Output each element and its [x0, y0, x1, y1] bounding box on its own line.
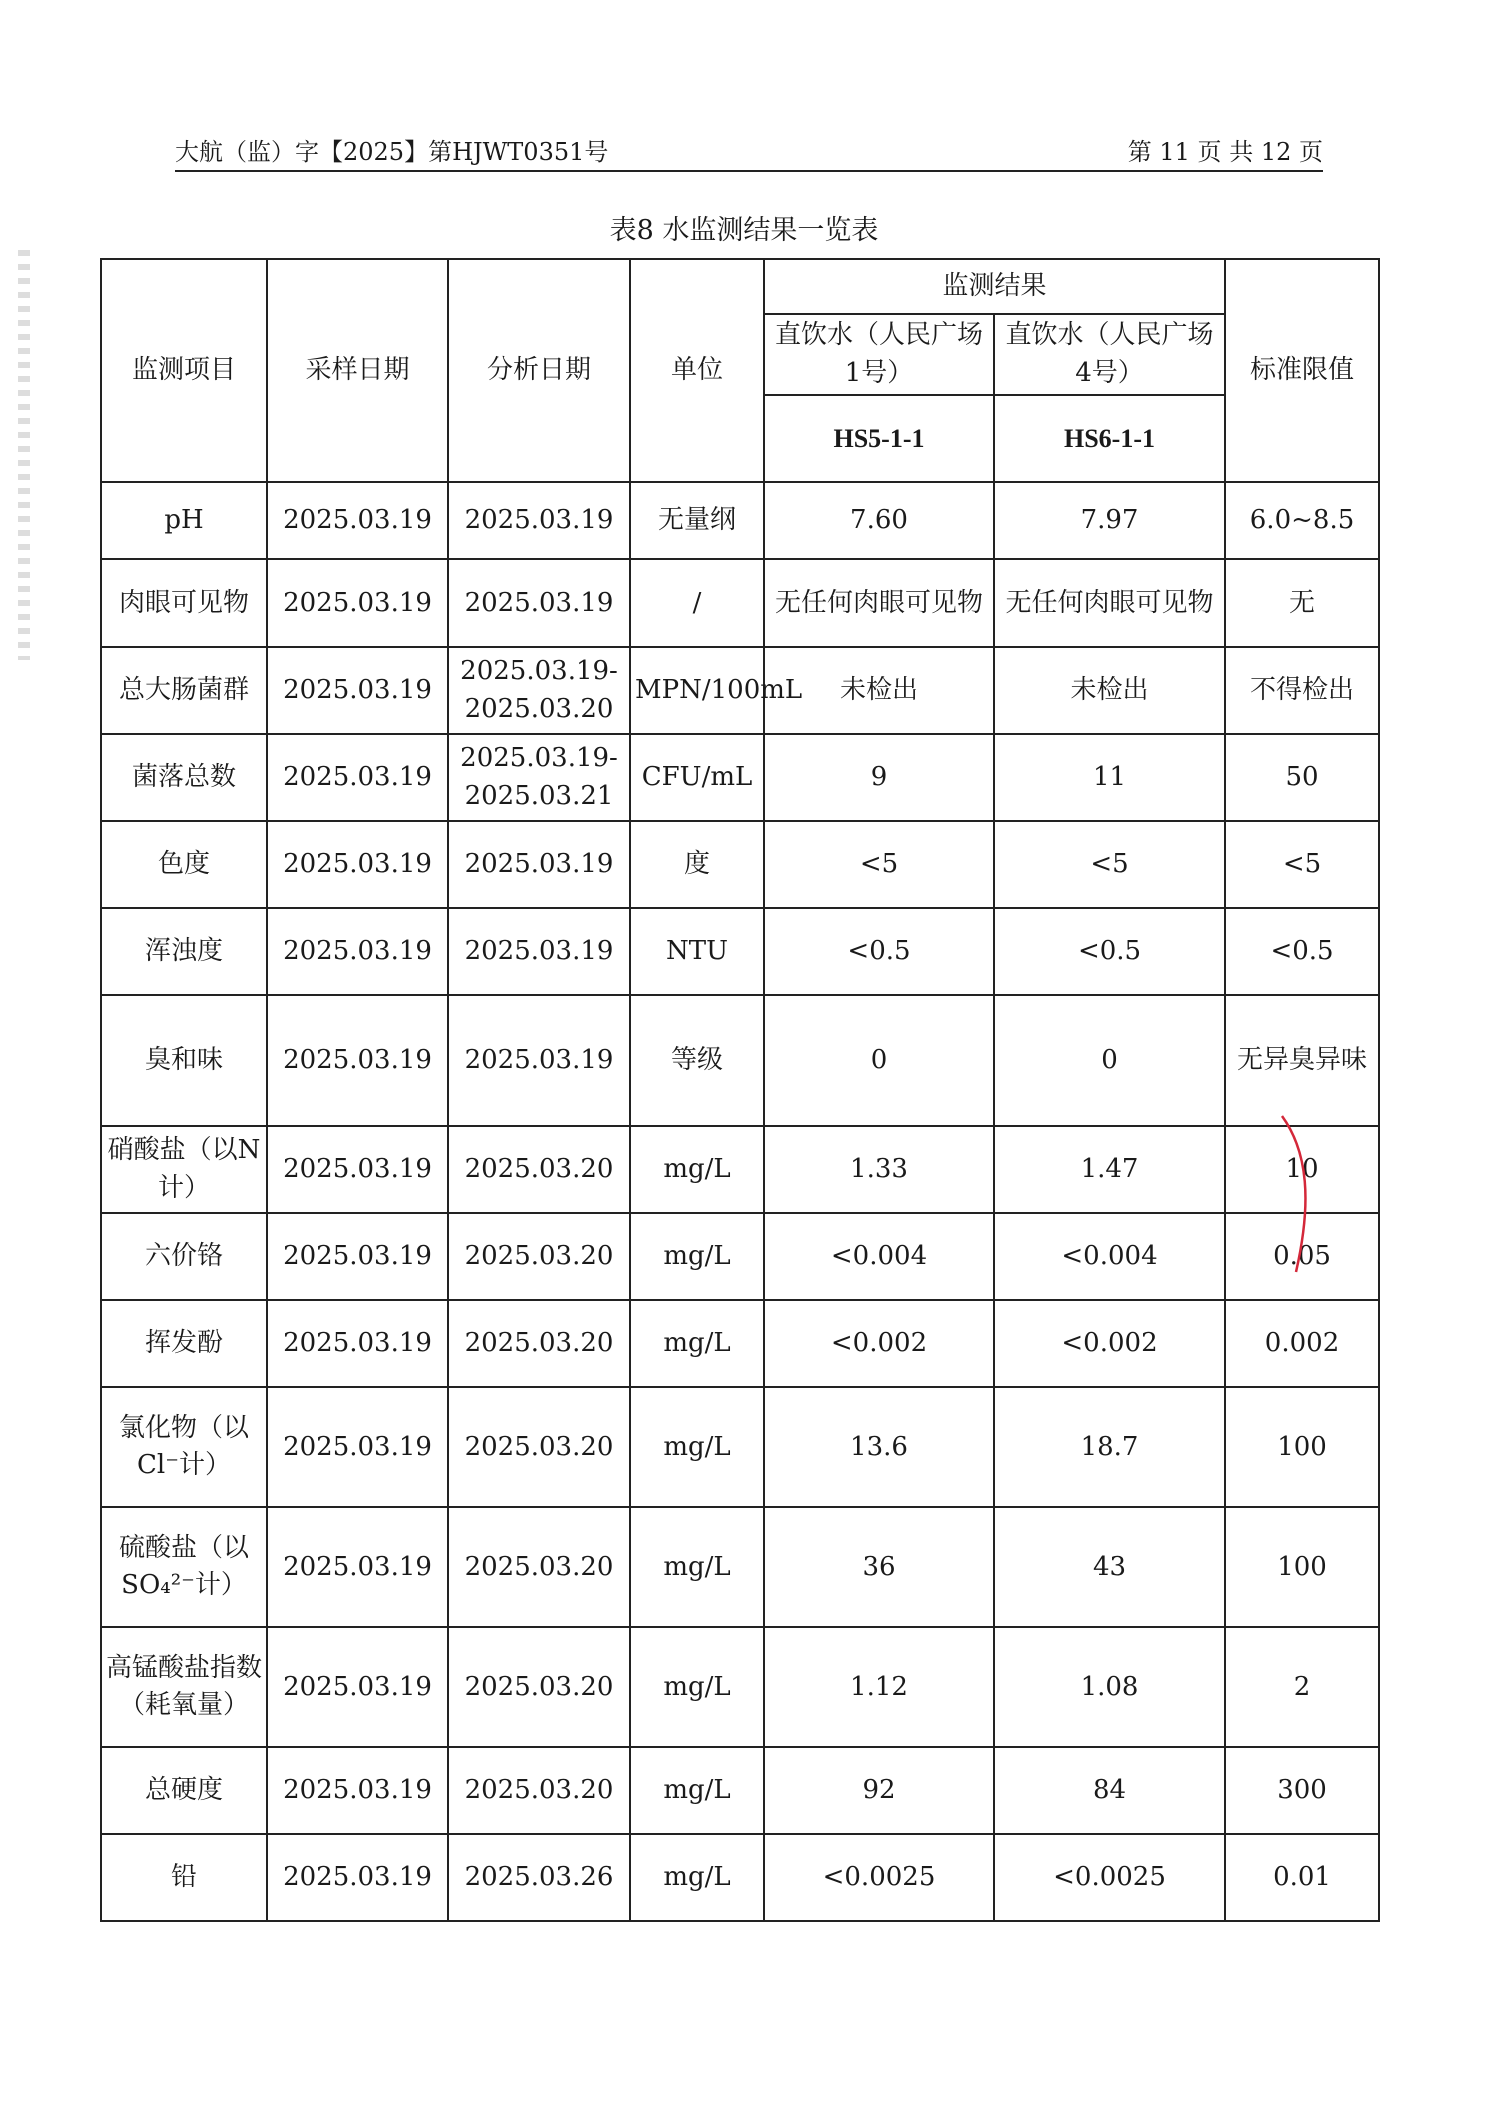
- cell-item: 挥发酚: [101, 1300, 267, 1387]
- header-analysis-date: 分析日期: [448, 259, 630, 482]
- cell-item: 菌落总数: [101, 734, 267, 821]
- table-row: [101, 482, 1379, 559]
- cell-unit: NTU: [630, 908, 764, 995]
- cell-standard-limit: 50: [1225, 734, 1379, 821]
- cell-result-site-2: 11: [994, 734, 1225, 821]
- cell-unit: CFU/mL: [630, 734, 764, 821]
- table-row: [101, 1834, 1379, 1921]
- cell-analysis-date: 2025.03.19: [448, 821, 630, 908]
- cell-standard-limit: 6.0~8.5: [1225, 482, 1379, 559]
- cell-item: 色度: [101, 821, 267, 908]
- cell-unit: mg/L: [630, 1300, 764, 1387]
- cell-standard-limit: 不得检出: [1225, 647, 1379, 734]
- cell-item: pH: [101, 482, 267, 559]
- cell-analysis-date: 2025.03.20: [448, 1126, 630, 1213]
- cell-result-site-1: 0: [764, 995, 994, 1126]
- table-row: [101, 1213, 1379, 1300]
- cell-result-site-2: 0: [994, 995, 1225, 1126]
- cell-standard-limit: 无: [1225, 559, 1379, 647]
- results-table-container: [100, 258, 1378, 1922]
- cell-sample-date: 2025.03.19: [267, 1213, 448, 1300]
- cell-analysis-date: 2025.03.20: [448, 1213, 630, 1300]
- cell-result-site-1: <0.002: [764, 1300, 994, 1387]
- cell-result-site-2: <5: [994, 821, 1225, 908]
- cell-analysis-date: 2025.03.20: [448, 1387, 630, 1507]
- cell-result-site-2: <0.004: [994, 1213, 1225, 1300]
- cell-sample-date: 2025.03.19: [267, 559, 448, 647]
- header-site-1: 直饮水（人民广场1号）: [764, 314, 994, 395]
- table-row: [101, 908, 1379, 995]
- cell-unit: 度: [630, 821, 764, 908]
- cell-sample-date: 2025.03.19: [267, 1126, 448, 1213]
- cell-item: 臭和味: [101, 995, 267, 1126]
- document-number: 大航（监）字【2025】第HJWT0351号: [175, 138, 609, 166]
- table-row: [101, 1507, 1379, 1627]
- cell-sample-date: 2025.03.19: [267, 734, 448, 821]
- table-row: [101, 734, 1379, 821]
- header-item: 监测项目: [101, 259, 267, 482]
- scan-binding-mark: [18, 250, 30, 660]
- header-results: 监测结果: [764, 259, 1225, 314]
- cell-standard-limit: 300: [1225, 1747, 1379, 1834]
- cell-result-site-2: 84: [994, 1747, 1225, 1834]
- header-sample-code-2: HS6-1-1: [994, 395, 1225, 482]
- table-row: [101, 995, 1379, 1126]
- cell-item: 总大肠菌群: [101, 647, 267, 734]
- table-row: [101, 1300, 1379, 1387]
- cell-result-site-2: 43: [994, 1507, 1225, 1627]
- cell-result-site-1: 36: [764, 1507, 994, 1627]
- table-row: [101, 647, 1379, 734]
- cell-analysis-date: 2025.03.20: [448, 1300, 630, 1387]
- cell-result-site-1: 9: [764, 734, 994, 821]
- table-row: [101, 1126, 1379, 1213]
- cell-analysis-date: 2025.03.19: [448, 908, 630, 995]
- table-row: [101, 1387, 1379, 1507]
- cell-result-site-2: 7.97: [994, 482, 1225, 559]
- cell-analysis-date: 2025.03.19: [448, 995, 630, 1126]
- cell-standard-limit: 无异臭异味: [1225, 995, 1379, 1126]
- cell-item: 浑浊度: [101, 908, 267, 995]
- cell-sample-date: 2025.03.19: [267, 908, 448, 995]
- cell-unit: 无量纲: [630, 482, 764, 559]
- cell-item: 硫酸盐（以SO₄²⁻计）: [101, 1507, 267, 1627]
- cell-result-site-2: 18.7: [994, 1387, 1225, 1507]
- cell-standard-limit: 0.05: [1225, 1213, 1379, 1300]
- cell-standard-limit: <0.5: [1225, 908, 1379, 995]
- cell-sample-date: 2025.03.19: [267, 995, 448, 1126]
- header-sample-date: 采样日期: [267, 259, 448, 482]
- cell-standard-limit: 0.01: [1225, 1834, 1379, 1921]
- cell-standard-limit: 100: [1225, 1507, 1379, 1627]
- cell-sample-date: 2025.03.19: [267, 1627, 448, 1747]
- page-number: 第 11 页 共 12 页: [1127, 138, 1323, 166]
- table-row: [101, 821, 1379, 908]
- cell-item: 肉眼可见物: [101, 559, 267, 647]
- header-site-2: 直饮水（人民广场4号）: [994, 314, 1225, 395]
- cell-result-site-1: 92: [764, 1747, 994, 1834]
- cell-analysis-date: 2025.03.19: [448, 482, 630, 559]
- cell-sample-date: 2025.03.19: [267, 647, 448, 734]
- cell-unit: mg/L: [630, 1213, 764, 1300]
- cell-result-site-1: <0.0025: [764, 1834, 994, 1921]
- table-row: [101, 1747, 1379, 1834]
- cell-result-site-1: <5: [764, 821, 994, 908]
- table-title: 表8 水监测结果一览表: [609, 215, 879, 246]
- cell-item: 总硬度: [101, 1747, 267, 1834]
- cell-item: 高锰酸盐指数（耗氧量）: [101, 1627, 267, 1747]
- cell-sample-date: 2025.03.19: [267, 1507, 448, 1627]
- cell-result-site-2: <0.0025: [994, 1834, 1225, 1921]
- cell-sample-date: 2025.03.19: [267, 1747, 448, 1834]
- header-standard-limit: 标准限值: [1225, 259, 1379, 482]
- cell-item: 硝酸盐（以N计）: [101, 1126, 267, 1213]
- cell-unit: mg/L: [630, 1126, 764, 1213]
- cell-result-site-2: 1.08: [994, 1627, 1225, 1747]
- cell-result-site-2: 1.47: [994, 1126, 1225, 1213]
- cell-unit: MPN/100mL: [630, 647, 764, 734]
- cell-result-site-1: <0.5: [764, 908, 994, 995]
- cell-unit: mg/L: [630, 1387, 764, 1507]
- table-row: [101, 559, 1379, 647]
- cell-result-site-1: 未检出: [764, 647, 994, 734]
- cell-unit: mg/L: [630, 1507, 764, 1627]
- cell-result-site-1: 1.12: [764, 1627, 994, 1747]
- cell-sample-date: 2025.03.19: [267, 482, 448, 559]
- water-monitoring-results-table: [100, 258, 1380, 1922]
- results-table-body: [101, 482, 1379, 1921]
- cell-item: 氯化物（以Cl⁻计）: [101, 1387, 267, 1507]
- cell-analysis-date: 2025.03.19: [448, 559, 630, 647]
- cell-result-site-1: 无任何肉眼可见物: [764, 559, 994, 647]
- cell-result-site-1: <0.004: [764, 1213, 994, 1300]
- cell-unit: mg/L: [630, 1627, 764, 1747]
- cell-analysis-date: 2025.03.20: [448, 1627, 630, 1747]
- cell-sample-date: 2025.03.19: [267, 821, 448, 908]
- cell-result-site-1: 13.6: [764, 1387, 994, 1507]
- cell-unit: 等级: [630, 995, 764, 1126]
- cell-result-site-1: 7.60: [764, 482, 994, 559]
- cell-analysis-date: 2025.03.20: [448, 1507, 630, 1627]
- cell-standard-limit: 10: [1225, 1126, 1379, 1213]
- red-pen-check-mark: [1278, 1112, 1318, 1282]
- cell-item: 铅: [101, 1834, 267, 1921]
- cell-sample-date: 2025.03.19: [267, 1300, 448, 1387]
- cell-sample-date: 2025.03.19: [267, 1834, 448, 1921]
- cell-unit: mg/L: [630, 1834, 764, 1921]
- cell-standard-limit: 0.002: [1225, 1300, 1379, 1387]
- cell-standard-limit: 2: [1225, 1627, 1379, 1747]
- cell-analysis-date: 2025.03.20: [448, 1747, 630, 1834]
- cell-unit: /: [630, 559, 764, 647]
- cell-result-site-2: <0.002: [994, 1300, 1225, 1387]
- cell-sample-date: 2025.03.19: [267, 1387, 448, 1507]
- cell-standard-limit: <5: [1225, 821, 1379, 908]
- cell-result-site-2: 无任何肉眼可见物: [994, 559, 1225, 647]
- table-row: [101, 1627, 1379, 1747]
- cell-analysis-date: 2025.03.19-2025.03.20: [448, 647, 630, 734]
- page-header: [175, 130, 1323, 172]
- cell-item: 六价铬: [101, 1213, 267, 1300]
- cell-result-site-2: 未检出: [994, 647, 1225, 734]
- cell-result-site-2: <0.5: [994, 908, 1225, 995]
- cell-standard-limit: 100: [1225, 1387, 1379, 1507]
- header-sample-code-1: HS5-1-1: [764, 395, 994, 482]
- header-unit: 单位: [630, 259, 764, 482]
- cell-analysis-date: 2025.03.26: [448, 1834, 630, 1921]
- cell-analysis-date: 2025.03.19-2025.03.21: [448, 734, 630, 821]
- cell-result-site-1: 1.33: [764, 1126, 994, 1213]
- cell-unit: mg/L: [630, 1747, 764, 1834]
